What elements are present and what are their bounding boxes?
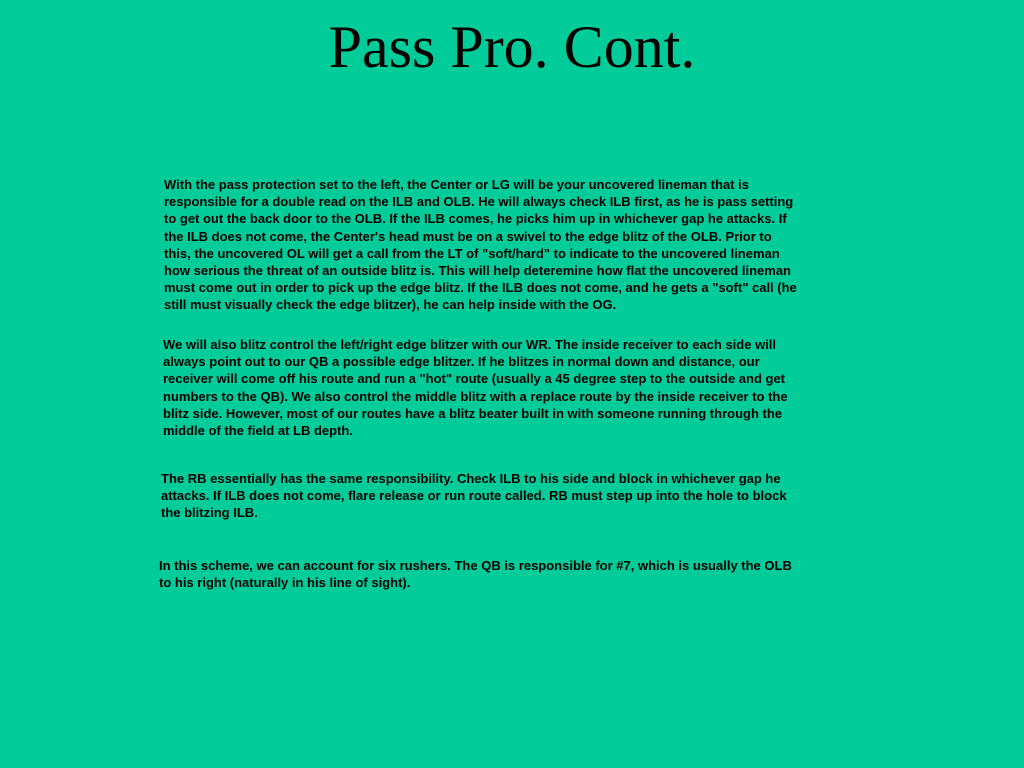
paragraph-center-double-read [164, 176, 872, 314]
paragraph-line: always point out to our QB a possible edge blitzer. If he blitzes in normal down and distance, our [163, 354, 760, 370]
paragraph-line: still must visually check the edge blitzer), he can help inside with the OG. [164, 297, 617, 313]
paragraph-line: receiver will come off his route and run a "hot" route (usually a 45 degree step to the outside and get [163, 371, 786, 387]
paragraph-rb-responsibility [161, 470, 872, 522]
paragraph-line: The RB essentially has the same responsibility. Check ILB to his side and block in whichever gap he [161, 471, 781, 486]
slide-title: Pass Pro. Cont. [328, 14, 696, 80]
paragraph-line: numbers to the QB). We also control the middle blitz with a replace route by the inside receiver to the [163, 388, 788, 404]
paragraph-line: the blitzing ILB. [161, 505, 258, 521]
paragraph-line: this, the uncovered OL will get a call from the LT of "soft/hard" to indicate to the uncovered lineman [164, 245, 780, 261]
paragraph-line: We will also blitz control the left/right edge blitzer with our WR. The inside receiver to each side will [163, 337, 777, 352]
paragraph-line: In this scheme, we can account for six rushers. The QB is responsible for #7, which is usually the OLB [159, 558, 792, 573]
paragraph-wr-blitz-control [163, 336, 872, 439]
paragraph-line: the ILB does not come, the Center's head must be on a swivel to the edge blitz of the OLB. Prior to [164, 228, 772, 244]
paragraph-line: to his right (naturally in his line of sight). [159, 575, 411, 591]
paragraph-six-rushers [159, 557, 872, 591]
paragraph-line: With the pass protection set to the left, the Center or LG will be your uncovered lineman that is [164, 177, 749, 192]
paragraph-line: must come out in order to pick up the edge blitz. If the ILB does not come, and he gets a "soft" call (he [164, 280, 797, 296]
paragraph-line: to get out the back door to the OLB. If the ILB comes, he picks him up in whichever gap he attacks. If [164, 211, 787, 227]
paragraph-line: middle of the field at LB depth. [163, 423, 353, 439]
paragraph-line: responsible for a double read on the ILB and OLB. He will always check ILB first, as he is pass setting [164, 194, 794, 210]
paragraph-line: how serious the threat of an outside blitz is. This will help deteremine how flat the uncovered lineman [164, 263, 791, 279]
paragraph-line: attacks. If ILB does not come, flare release or run route called. RB must step up into the hole to block [161, 488, 787, 504]
paragraph-line: blitz side. However, most of our routes have a blitz beater built in with someone running through the [163, 405, 782, 421]
